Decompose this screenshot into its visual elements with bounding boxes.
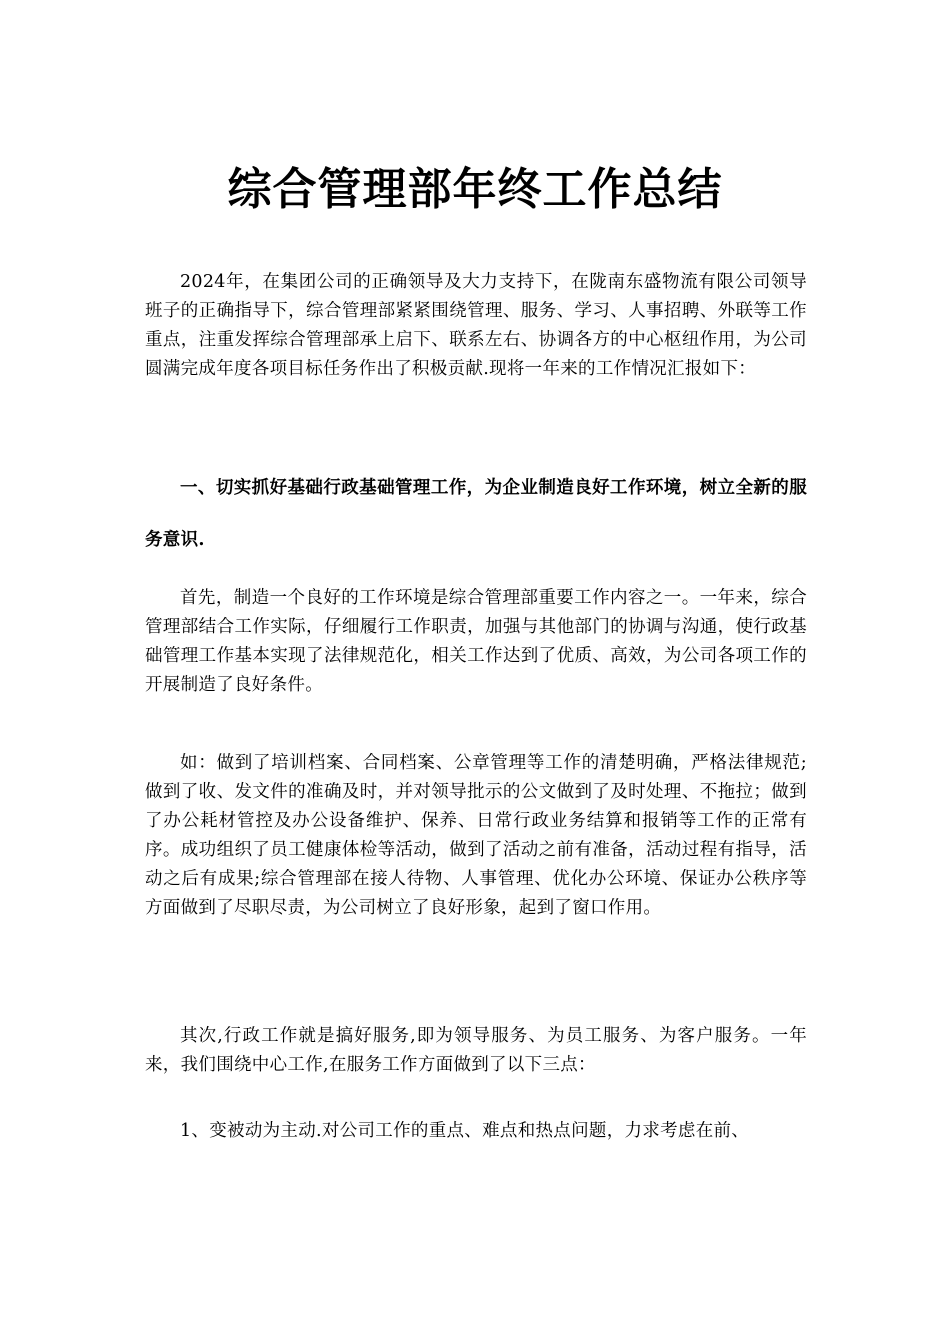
document-title: 综合管理部年终工作总结: [227, 164, 723, 215]
section-heading-1: 一、切实抓好基础行政基础管理工作，为企业制造良好工作环境，树立全新的服务意识.: [145, 478, 807, 550]
paragraph-work-environment: 首先，制造一个良好的工作环境是综合管理部重要工作内容之一。一年来，综合管理部结合工作实际，仔细履行工作职责，加强与其他部门的协调与沟通，使行政基础管理工作基本实现了法律规范化，相关工作达到了优质、高效，为公司各项工作的开展制造了良好条件。: [145, 588, 807, 695]
paragraph-intro: 2024年，在集团公司的正确领导及大力支持下，在陇南东盛物流有限公司领导班子的正确指导下，综合管理部紧紧围绕管理、服务、学习、人事招聘、外联等工作重点，注重发挥综合管理部承上启下、联系左右、协调各方的中心枢纽作用，为公司圆满完成年度各项目标任务作出了积极贡献.现将一年来的工作情况汇报如下：: [145, 272, 807, 379]
paragraph-point-1: 1、变被动为主动.对公司工作的重点、难点和热点问题，力求考虑在前、: [180, 1121, 750, 1141]
paragraph-examples: 如：做到了培训档案、合同档案、公章管理等工作的清楚明确，严格法律规范;做到了收、发文件的准确及时，并对领导批示的公文做到了及时处理、不拖拉；做到了办公耗材管控及办公设备维护、保养、日常行政业务结算和报销等工作的正常有序。成功组织了员工健康体检等活动，做到了活动之前有准备，活动过程有指导，活动之后有成果;综合管理部在接人待物、人事管理、优化办公环境、保证办公秩序等方面做到了尽职尽责，为公司树立了良好形象，起到了窗口作用。: [145, 753, 807, 918]
paragraph-service: 其次,行政工作就是搞好服务,即为领导服务、为员工服务、为客户服务。一年来，我们围绕中心工作,在服务工作方面做到了以下三点：: [145, 1026, 807, 1075]
